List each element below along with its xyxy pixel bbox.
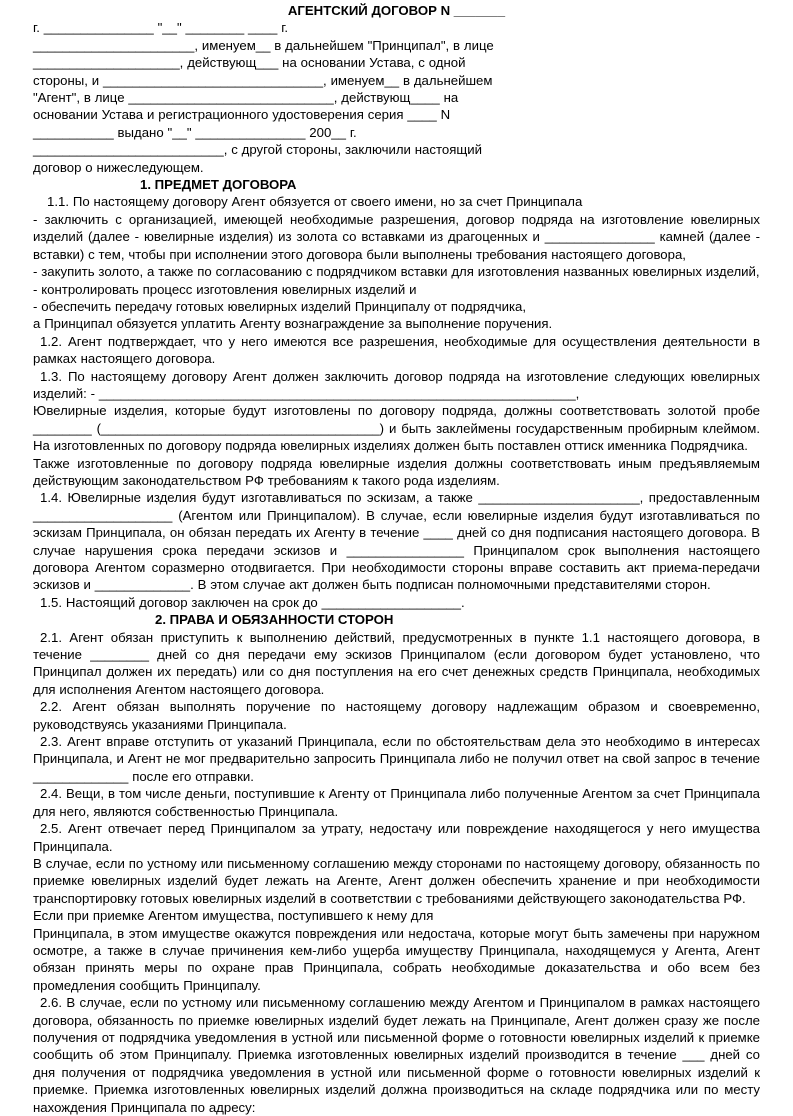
- clause-1-3-also: Также изготовленные по договору подряда ювелирные изделия должны соответствовать иным предъявляемым действующим законодательством РФ требованиям к такого рода изделиям.: [33, 455, 760, 488]
- clause-1-1-item-d: - обеспечить передачу готовых ювелирных изделий Принципалу от подрядчика,: [33, 298, 527, 314]
- clause-1-3-cont: Ювелирные изделия, которые будут изготовлены по договору подряда, должны соответствовать золотой пробе ________ (______________________________________) и быть заклеймены государственным пробирным клеймом. На изготовленных по договору подряда ювелирных изделиях должен быть поставлен оттиск именника Подрядчика.: [33, 403, 760, 454]
- clause-2-2: 2.2. Агент обязан выполнять поручение по настоящему договору надлежащим образом и своевременно, руководствуясь указаниями Принципала.: [33, 699, 760, 732]
- document-title: АГЕНТСКИЙ ДОГОВОР N _______: [287, 3, 506, 18]
- section-body-subject: [33, 193, 760, 611]
- clause-1-2: 1.2. Агент подтверждает, что у него имеются все разрешения, необходимые для осуществления деятельности в рамках настоящего договора.: [33, 333, 760, 367]
- clause-1-5: 1.5. Настоящий договор заключен на срок до ___________________.: [40, 594, 465, 610]
- clause-1-3: 1.3. По настоящему договору Агент должен заключить договор подряда на изготовление следующих ювелирных изделий: - _________________________________________________________________,: [33, 368, 760, 401]
- preamble-line: ______________________, именуем__ в дальнейшем "Принципал", в лице: [33, 37, 494, 53]
- preamble-line: договор о нижеследующем.: [33, 159, 204, 175]
- section-heading-subject: 1. ПРЕДМЕТ ДОГОВОРА: [140, 177, 297, 193]
- clause-1-1-item-c: - контролировать процесс изготовления ювелирных изделий и: [33, 281, 417, 297]
- section-body-rights: [33, 629, 760, 1116]
- preamble-block: [33, 19, 760, 176]
- preamble-line: основании Устава и регистрационного удостоверения серия ____ N: [33, 107, 451, 123]
- clause-2-3: 2.3. Агент вправе отступить от указаний Принципала, если по обстоятельствам дела это необходимо в интересах Принципала, и Агент не мог предварительно запросить Принципала либо не получил ответ на свой запрос в течение _____________ после его отправки.: [33, 734, 760, 784]
- preamble-line: "Агент", в лице ____________________________, действующ____ на: [33, 90, 459, 106]
- clause-1-4: 1.4. Ювелирные изделия будут изготавливаться по эскизам, а также ______________________, предоставленным ___________________ (Агентом или Принципалом). В случае, если ювелирные изделия будут изготавливаться по эскизам Принципала, он обязан передать их Агенту в течение ____ дней со дня подписания настоящего договора. В случае нарушения срока передачи эскизов и ________________ Принципалом срок выполнения настоящего договора Агентом соразмерно отодвигается. При необходимости стороны вправе составить акт приема-передачи эскизов и _____________. В этом случае акт должен быть подписан полномочными представителями сторон.: [33, 490, 760, 593]
- preamble-line: стороны, и ______________________________, именуем__ в дальнейшем: [33, 72, 493, 88]
- section-heading-rights: 2. ПРАВА И ОБЯЗАННОСТИ СТОРОН: [155, 612, 394, 628]
- clause-2-5-note-b: Если при приемке Агентом имущества, поступившего к нему для: [33, 908, 434, 924]
- preamble-line: ___________ выдано "__" _______________ 200__ г.: [33, 124, 357, 140]
- clause-1-1-item-a: - заключить с организацией, имеющей необходимые разрешения, договор подряда на изготовление ювелирных изделий (далее - ювелирные изделия) из золота со вставками из драгоценных и _______________ камней (далее - вставки) с тем, чтобы при исполнении этого договора были выполнены требования настоящего договора,: [33, 211, 760, 262]
- clause-2-4: 2.4. Вещи, в том числе деньги, поступившие к Агенту от Принципала либо полученные Агентом за счет Принципала для него, являются собственностью Принципала.: [33, 786, 760, 819]
- clause-2-1: 2.1. Агент обязан приступить к выполнению действий, предусмотренных в пункте 1.1 настоящего договора, в течение ________ дней со дня передачи ему эскизов Принципалом (если договором будет установлено, что Принципал должен их передать) или со дня поступления на его счет денежных средств Принципала, необходимых для исполнения Агентом настоящего договора.: [33, 629, 760, 697]
- preamble-line: __________________________, с другой стороны, заключили настоящий: [33, 142, 482, 158]
- preamble-line: г. _______________ "__" ________ ____ г.: [33, 20, 289, 36]
- clause-2-5: 2.5. Агент отвечает перед Принципалом за утрату, недостачу или повреждение находящегося у него имущества Принципала.: [33, 821, 760, 854]
- clause-2-5-note-c: Принципала, в этом имуществе окажутся повреждения или недостача, которые могут быть замечены при наружном осмотре, а также в случае причинения кем-либо ущерба имуществу Принципала, находящемуся у Агента, Агент обязан принять меры по охране прав Принципала, собрать необходимые доказательства и обо всем без промедления сообщить Принципалу.: [33, 925, 760, 993]
- clause-2-6: 2.6. В случае, если по устному или письменному соглашению между Агентом и Принципалом в рамках настоящего договора, обязанность по приемке ювелирных изделий будет лежать на Принципале, Агент должен сразу же после получения от подрядчика уведомления в устной или письменной форме о готовности ювелирных изделий к приемке сообщить об этом Принципалу. Приемка изготовленных ювелирных изделий производится в течение ___ дней со дня получения от подрядчика уведомления в устной или письменной форме о готовности ювелирных изделий к приемке. Приемка изготовленных ювелирных изделий должна производиться на складе подрядчика или по месту нахождения Принципала по адресу:: [33, 995, 760, 1115]
- clause-1-1: 1.1. По настоящему договору Агент обязуется от своего имени, но за счет Принципала: [47, 194, 583, 210]
- clause-1-1-item-b: - закупить золото, а также по согласованию с подрядчиком вставки для изготовления названных ювелирных изделий,: [33, 264, 760, 280]
- preamble-line: ____________________, действующ___ на основании Устава, с одной: [33, 55, 466, 71]
- clause-2-5-note-a: В случае, если по устному или письменному соглашению между сторонами по настоящему договору, обязанность по приемке ювелирных изделий будет лежать на Агенте, Агент должен обеспечить хранение и при необходимости транспортировку готовых ювелирных изделий в соответствии с требованиями действующего законодательства РФ.: [33, 855, 760, 906]
- clause-1-1-closing: а Принципал обязуется уплатить Агенту вознаграждение за выполнение поручения.: [33, 316, 553, 332]
